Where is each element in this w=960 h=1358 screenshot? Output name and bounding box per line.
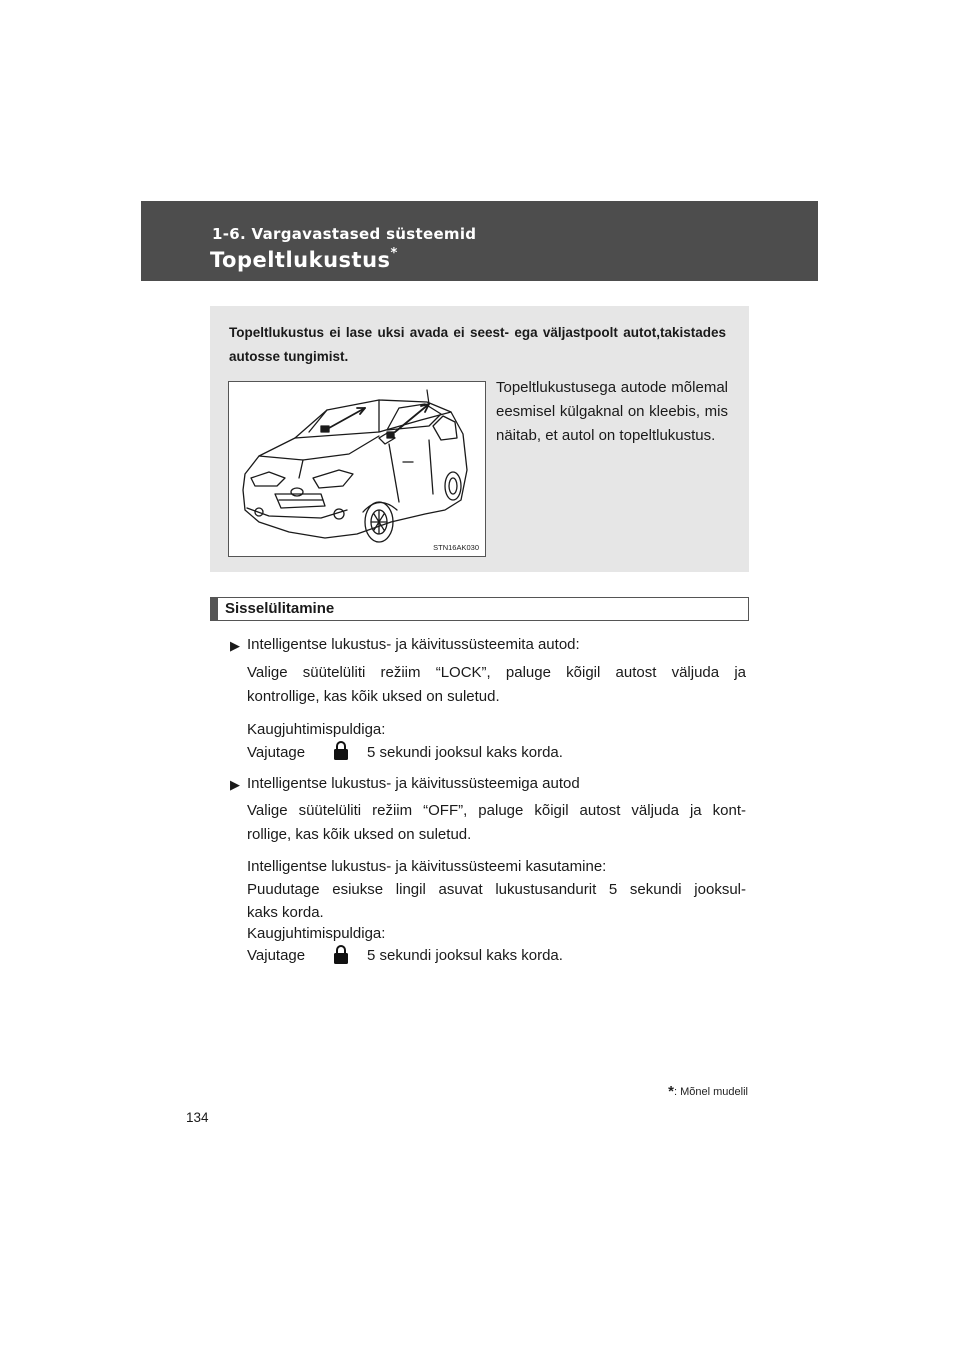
remote-label: Kaugjuhtimispuldiga: [247,721,386,738]
footnote [668,1082,748,1099]
intro-text: Topeltlukustus ei lase uksi avada ei seest- ega väljastpoolt autot,takistades autosse tungimist. [229,325,726,364]
page-title [210,248,398,272]
press-text: Vajutage [247,744,306,761]
car-drawing-icon [229,382,485,556]
figure-code: STN16AK030 [433,543,479,552]
remote-label: Kaugjuhtimispuldiga: [247,925,386,942]
subsection-heading [210,597,749,621]
press-text: 5 sekundi jooksul kaks korda. [367,947,563,964]
instruction-line: kontrollige, kas kõik uksed on suletud. [247,688,500,705]
lock-icon [333,740,349,760]
instruction-line: Valige süütelüliti režiim “LOCK”, paluge kõigil autost väljuda ja [247,664,746,681]
chapter-header [141,201,818,281]
figure-caption: Topeltlukustusega autode mõlemal eesmisel külgaknal on kleebis, mis näitab, et autol on topeltlukustus. [496,379,728,444]
subsection-heading-text: Sisselülitamine [225,600,335,617]
model-footnote-mark: * [390,246,398,261]
bullet-arrow-icon: ▶ [230,638,240,653]
heading-bar [211,598,218,620]
bullet-arrow-icon: ▶ [230,777,240,792]
press-text: 5 sekundi jooksul kaks korda. [367,744,563,761]
footnote-mark: * [668,1083,675,1100]
bullet-text-2: Intelligentse lukustus- ja käivitussüsteemiga autod [247,775,580,792]
smart-entry-label: Intelligentse lukustus- ja käivitussüsteemi kasutamine: [247,858,607,875]
lock-icon [333,944,349,964]
page-title-text: Topeltlukustus [210,248,391,272]
car-illustration [228,381,486,557]
instruction-line: rollige, kas kõik uksed on suletud. [247,826,472,843]
press-text: Vajutage [247,947,306,964]
page-number: 134 [186,1110,209,1125]
section-label: 1-6. Vargavastased süsteemid [212,225,477,243]
instruction-line: Valige süütelüliti režiim “OFF”, paluge kõigil autost väljuda ja kont- [247,802,746,819]
instruction-line: Puudutage esiukse lingil asuvat lukustusandurit 5 sekundi jooksul- [247,881,746,898]
bullet-text-1: Intelligentse lukustus- ja käivitussüsteemita autod: [247,636,580,653]
instruction-line: kaks korda. [247,904,324,921]
intro-box [210,306,749,572]
footnote-text: : Mõnel mudelil [674,1086,748,1098]
